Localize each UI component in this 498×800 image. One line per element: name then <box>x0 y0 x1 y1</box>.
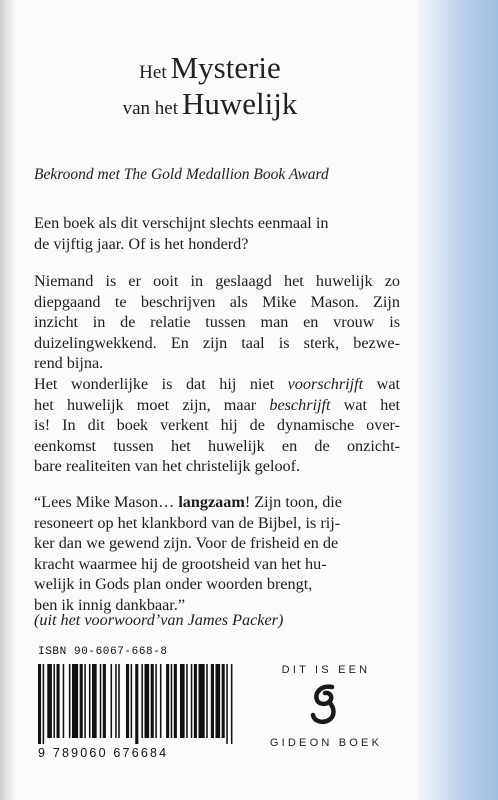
barcode-bar <box>211 664 214 738</box>
barcode-bar <box>126 664 129 738</box>
gideon-logo-icon <box>305 681 345 727</box>
description-line: eenkomst tussen het huwelijk en de onzicht- <box>34 436 400 455</box>
quote-line <box>34 492 400 513</box>
barcode-bar <box>43 664 45 744</box>
description-text: het huwelijk moet zijn, maar <box>34 395 270 414</box>
description-line: is! In dit boek verkent hij de dynamische over- <box>34 416 400 435</box>
description-line: inzicht in de relatie tussen man en vrouw is <box>34 313 400 332</box>
description-paragraph <box>34 271 400 477</box>
title-prefix-2: van het <box>122 98 179 119</box>
description-text: wat het <box>330 395 400 414</box>
barcode-bar <box>155 664 157 738</box>
barcode-bar <box>231 664 233 744</box>
barcode-bar <box>191 664 193 738</box>
barcode-number: 9 789060 676684 <box>38 746 169 760</box>
barcode-bar <box>166 664 169 738</box>
barcode-bar <box>141 664 143 738</box>
barcode-bar <box>199 664 205 738</box>
intro-line-2: de vijftig jaar. Of is het honderd? <box>34 234 249 253</box>
quote-text: “Lees Mike Mason… <box>34 493 179 511</box>
description-line <box>34 395 400 416</box>
barcode-bar <box>38 664 41 744</box>
intro-line-1: Een boek als dit verschijnt slechts eenmaal in <box>34 214 329 232</box>
barcode-bar <box>100 664 102 738</box>
quote-line: kracht waarmee hij de grootsheid van het hu- <box>34 554 327 573</box>
barcode-bar <box>171 664 173 738</box>
description-line: Niemand is er ooit in geslaagd het huwelijk zo <box>34 272 400 290</box>
barcode-bar <box>53 664 55 738</box>
barcode-bar <box>57 664 60 738</box>
emphasis-beschrijft: beschrijft <box>269 395 331 414</box>
quote-line: ker dan we gewend zijn. Voor de frisheid en de <box>34 534 339 553</box>
description-line: duizelingwekkend. En zijn taal is sterk, bezwe- <box>34 333 400 352</box>
barcode-bar <box>160 664 162 738</box>
barcode-bar <box>206 664 208 738</box>
barcode-bar <box>131 664 133 738</box>
barcode-bar <box>186 664 188 738</box>
description-text: wat <box>363 374 401 393</box>
description-text: Het wonderlijke is dat hij niet <box>34 374 288 393</box>
barcode-bar <box>174 664 177 738</box>
blue-side-band <box>418 0 498 800</box>
intro-paragraph <box>34 213 400 254</box>
barcode-bar <box>151 664 154 738</box>
barcode-bar <box>215 664 220 738</box>
quote-line: resoneert op het klankbord van de Bijbel, is rij- <box>34 513 341 532</box>
quote-line: welijk in Gods plan onder woorden brengt, <box>34 575 313 594</box>
barcode-bar <box>84 664 86 738</box>
barcode-bar <box>47 664 52 738</box>
isbn-number: ISBN 90-6067-668-8 <box>38 646 168 658</box>
title-prefix-1: Het <box>139 62 167 83</box>
description-line: diepgaand te beschrijven als Mike Mason. Zijn <box>34 292 400 311</box>
barcode-bar <box>226 664 228 744</box>
barcode-bar <box>63 664 65 738</box>
title-main-2: Huwelijk <box>182 86 298 121</box>
barcode-bar <box>89 664 91 738</box>
title-line-2 <box>0 86 420 122</box>
award-line: Bekroond met The Gold Medallion Book Award <box>34 166 329 183</box>
barcode-bar <box>135 664 138 744</box>
title-main-1: Mysterie <box>170 50 281 85</box>
barcode-bar <box>118 664 120 738</box>
emphasis-voorschrijft: voorschrijft <box>287 374 364 393</box>
barcode-bar <box>115 664 117 738</box>
barcode-bar <box>92 664 97 738</box>
publisher-line-1: DIT IS EEN <box>281 664 371 676</box>
quote-attribution: (uit het voorwoord’van James Packer) <box>34 611 284 629</box>
barcode-bar <box>111 664 113 738</box>
description-line <box>34 374 400 395</box>
publisher-line-2: GIDEON BOEK <box>269 737 383 749</box>
quote-text: ! Zijn toon, die <box>244 493 342 511</box>
barcode-bar <box>103 664 106 738</box>
emphasis-langzaam: langzaam <box>178 493 245 511</box>
description-line: rend bijna. <box>34 354 104 373</box>
barcode-icon <box>36 664 236 744</box>
quote-paragraph <box>34 492 400 616</box>
barcode-bar <box>72 664 78 738</box>
barcode-bar <box>69 664 71 738</box>
barcode-bar <box>180 664 185 738</box>
barcode-bar <box>194 664 197 738</box>
barcode-bar <box>80 664 83 738</box>
description-line: bare realiteiten van het christelijk geloof. <box>34 457 301 476</box>
quote-line: ben ik innig dankbaar.” <box>34 595 186 614</box>
barcode-bar <box>144 664 149 738</box>
barcode-bar <box>222 664 225 738</box>
title-line-1 <box>0 50 420 86</box>
